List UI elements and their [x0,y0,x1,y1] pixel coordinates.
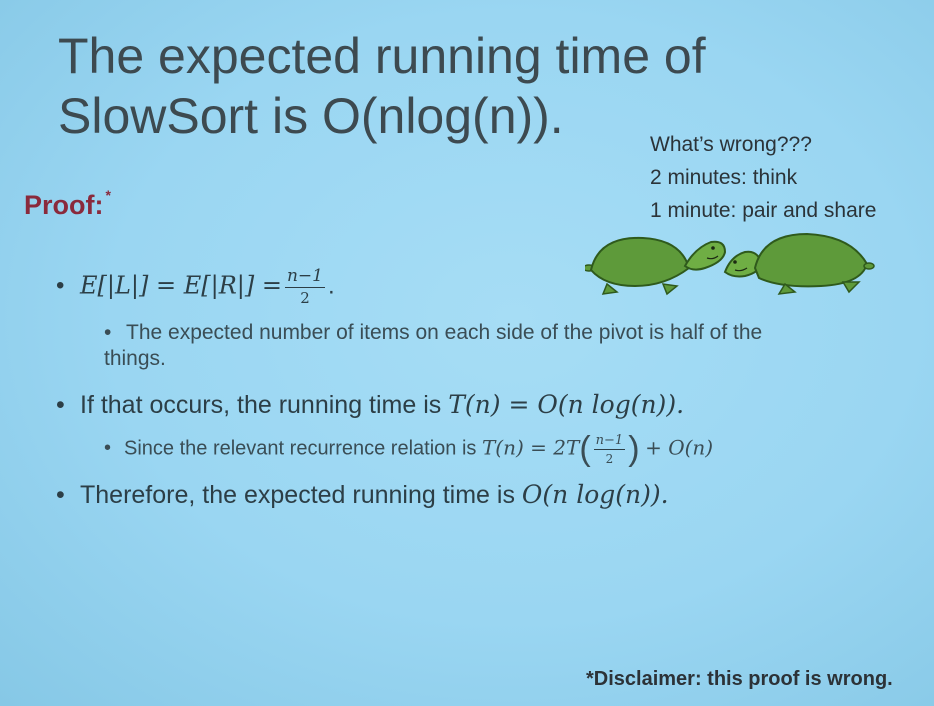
disclaimer: *Disclaimer: this proof is wrong. [586,668,893,690]
prompt-question: What’s wrong??? [650,133,812,156]
conclusion-equation: O(n log(n)). [521,480,669,509]
bullet-dot: • [104,321,112,344]
slide-title [58,26,706,146]
fraction-numerator: n−1 [595,432,624,448]
fraction-numerator: n−1 [286,266,323,286]
turtles-illustration [585,228,875,300]
prompt-share: 1 minute: pair and share [650,199,877,222]
bullet-conclusion [56,480,669,510]
title-line-1: The expected running time of [58,28,706,84]
turtle-icon [725,234,874,294]
bullet-text: Therefore, the expected running time is [80,481,515,509]
recurrence-lhs: T(n) = 2T [481,435,580,460]
bullet-dot: • [56,391,65,419]
proof-footnote-marker: * [105,187,111,203]
bullet-running-time [56,390,684,420]
sub-bullet-text: The expected number of items on each side of the pivot is half of the things. [104,321,763,370]
bullet-dot: • [56,481,65,509]
turtle-icon [585,238,725,294]
title-line-2: SlowSort is O(nlog(n)). [58,88,564,144]
bullet-text: If that occurs, the running time is [80,391,442,419]
left-paren: ( [579,430,591,468]
bullet-dot: • [56,272,65,300]
discussion-prompt [650,128,876,227]
recurrence-rhs: + O(n) [645,435,714,460]
recurrence-fraction [594,434,626,465]
bullet-expected-sizes [56,268,335,306]
prompt-think: 2 minutes: think [650,166,798,189]
equation-period: . [327,272,335,300]
bullet-dot: • [104,437,112,460]
right-paren: ) [628,430,640,468]
fraction-denominator: 2 [605,451,614,466]
running-time-equation: T(n) = O(n log(n)). [448,390,685,419]
expectation-equation: E[|L|] = E[|R|] = [80,271,282,300]
sub-bullet-half-items [104,320,824,372]
fraction-n-minus-1-over-2 [285,268,325,306]
sub-bullet-recurrence [104,432,713,466]
proof-label-text: Proof: [24,190,104,220]
fraction-denominator: 2 [300,289,310,307]
proof-label [24,187,111,221]
sub-bullet-text: Since the relevant recurrence relation is [124,437,477,460]
